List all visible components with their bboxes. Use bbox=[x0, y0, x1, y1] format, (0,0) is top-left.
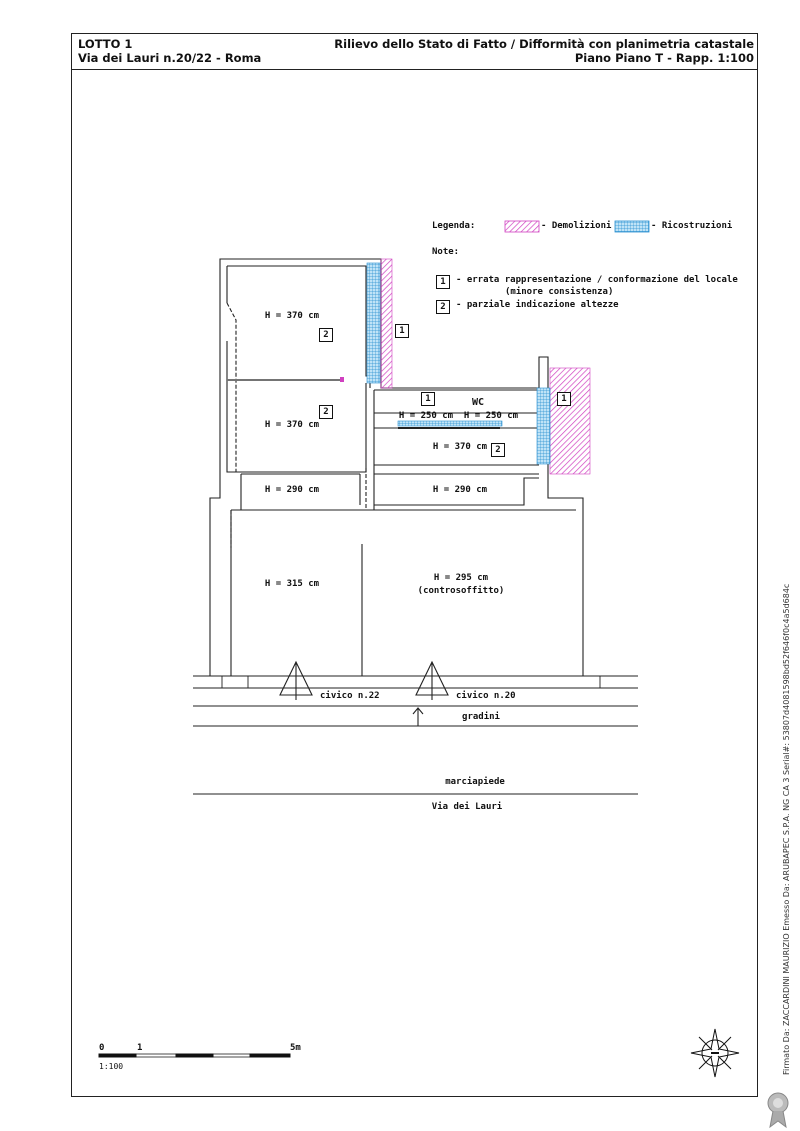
drawing-subtitle: Piano Piano T - Rapp. 1:100 bbox=[574, 51, 754, 65]
street-label: Via dei Lauri bbox=[431, 802, 503, 812]
room-height-label: H = 250 cm bbox=[398, 411, 454, 421]
room-note: (controsoffitto) bbox=[417, 586, 505, 596]
room-height-label: H = 250 cm bbox=[463, 411, 519, 421]
note-text: - errata rappresentazione / conformazione del locale bbox=[456, 275, 738, 285]
notes-title: Note: bbox=[432, 247, 460, 257]
room-height-label: H = 370 cm bbox=[264, 420, 320, 430]
demolition-wall-2 bbox=[550, 368, 590, 474]
note-marker: 2 bbox=[436, 300, 450, 314]
note-text-cont: (minore consistenza) bbox=[505, 287, 614, 297]
scale-one: 1 bbox=[137, 1043, 143, 1053]
legend-reconstruction-label: - Ricostruzioni bbox=[651, 221, 733, 231]
plan-marker: 1 bbox=[395, 324, 409, 338]
plan-marker: 2 bbox=[319, 405, 333, 419]
digital-signature: Firmato Da: ZACCARDINI MAURIZIO Emesso Da: ARUBAPEC S.P.A. NG CA 3 Serial#: 53807d4081598bd52f646f0c4a5d684c bbox=[782, 583, 791, 1075]
scale-zero: 0 bbox=[99, 1043, 105, 1053]
room-height-label: H = 370 cm bbox=[264, 311, 320, 321]
legend-title: Legenda: bbox=[432, 221, 476, 231]
steps-label: gradini bbox=[462, 712, 500, 722]
reconstruction-wall-1 bbox=[367, 263, 380, 383]
plan-marker: 1 bbox=[421, 392, 435, 406]
room-height-label: H = 370 cm bbox=[432, 442, 488, 452]
legend-demolition-label: - Demolizioni bbox=[541, 221, 612, 231]
entrance-label: civico n.20 bbox=[456, 691, 516, 701]
demolition-swatch bbox=[505, 221, 539, 232]
reconstruction-wall-2 bbox=[537, 388, 550, 464]
wc-label: WC bbox=[471, 397, 485, 408]
entrance-label: civico n.22 bbox=[320, 691, 380, 701]
plan-marker: 2 bbox=[491, 443, 505, 457]
room-height-label: H = 290 cm bbox=[432, 485, 488, 495]
scale-ratio: 1:100 bbox=[99, 1062, 124, 1071]
room-height-label: H = 295 cm bbox=[433, 573, 489, 583]
seal-icon bbox=[768, 1093, 788, 1127]
room-height-label: H = 290 cm bbox=[264, 485, 320, 495]
note-marker: 1 bbox=[436, 275, 450, 289]
address: Via dei Lauri n.20/22 - Roma bbox=[78, 51, 262, 65]
demolition-wall-1 bbox=[381, 259, 392, 388]
plan-marker: 2 bbox=[319, 328, 333, 342]
scale-bar bbox=[99, 1054, 290, 1057]
room-height-label: H = 315 cm bbox=[264, 579, 320, 589]
scale-five: 5m bbox=[290, 1043, 301, 1053]
note-text: - parziale indicazione altezze bbox=[456, 300, 619, 310]
plan-marker: 1 bbox=[557, 392, 571, 406]
drawing-title: Rilievo dello Stato di Fatto / Difformità con planimetria catastale bbox=[334, 37, 754, 51]
compass-rose bbox=[691, 1029, 739, 1077]
sidewalk-label: marciapiede bbox=[445, 777, 505, 787]
reconstruction-swatch bbox=[615, 221, 649, 232]
inner-wall-top bbox=[227, 266, 370, 388]
lot-number: LOTTO 1 bbox=[78, 37, 133, 51]
